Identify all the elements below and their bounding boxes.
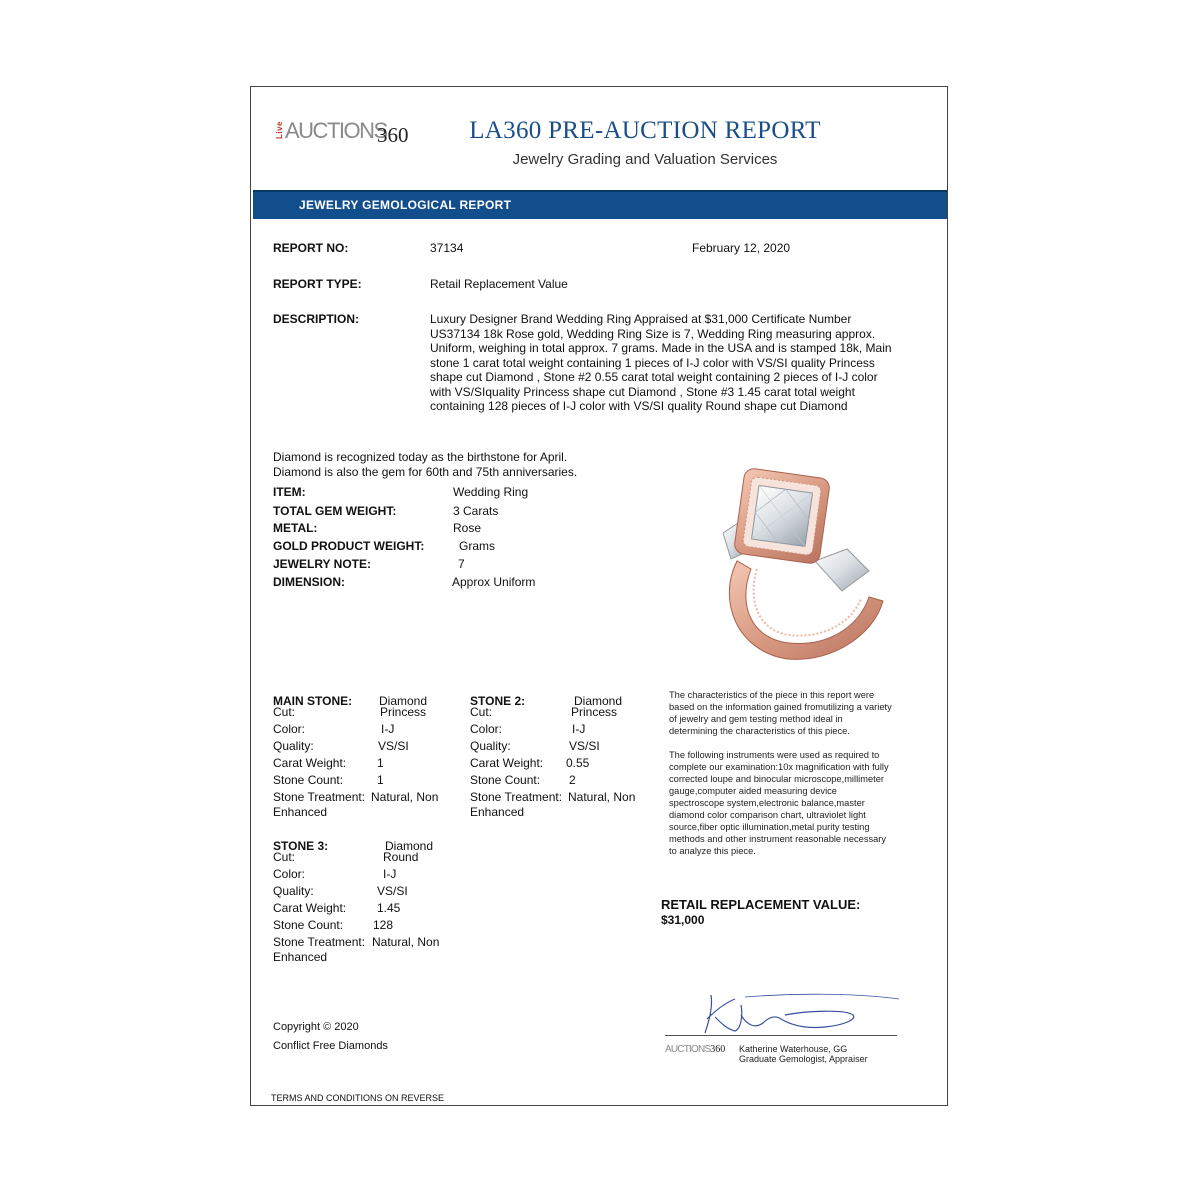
birthstone-line: Diamond is also the gem for 60th and 75th anniversaries. [273, 465, 578, 479]
note-line: spectroscope system,electronic balance,master [669, 798, 865, 808]
stone3-cut: Round [383, 850, 419, 864]
item-label: ITEM: [273, 485, 306, 499]
stone2-carat-label: Carat Weight: [470, 756, 544, 770]
stone3-cut-label: Cut: [273, 850, 296, 864]
stone2-treatment-label: Stone Treatment: [470, 790, 563, 804]
main-stone-color-label: Color: [273, 722, 306, 736]
stone2-count-label: Stone Count: [470, 773, 541, 787]
main-stone-type: Diamond [379, 694, 428, 708]
main-stone-count-label: Stone Count: [273, 773, 344, 787]
main-stone-treatment-2: Enhanced [273, 805, 328, 819]
note-line: determining the characteristics of this piece. [669, 726, 850, 736]
report-no-label: REPORT NO: [273, 241, 349, 255]
gold-weight-label: GOLD PRODUCT WEIGHT: [273, 539, 425, 553]
jewelry-note-label: JEWELRY NOTE: [273, 557, 372, 571]
report-type-label: REPORT TYPE: [273, 277, 362, 291]
signature-line [665, 1035, 897, 1036]
description-line: US37134 18k Rose gold, Wedding Ring Size is 7, Wedding Ring measuring approx. [430, 326, 876, 341]
signature-icon [685, 985, 905, 1041]
stone2-carat: 0.55 [566, 756, 590, 770]
dimension-label: DIMENSION: [273, 575, 345, 589]
description-line: shape cut Diamond , Stone #2 0.55 carat total weight containing 2 pieces of I-J color [430, 370, 878, 384]
main-stone-cut-label: Cut: [273, 705, 296, 719]
metal-value: Rose [453, 521, 482, 535]
ring-icon [697, 451, 907, 666]
main-stone-cut: Princess [380, 705, 427, 719]
stone2-treatment-2: Enhanced [470, 805, 525, 819]
note-line: The characteristics of the piece in this report were [669, 690, 875, 700]
gold-weight-value: Grams [459, 539, 495, 553]
retail-value-amount: $31,000 [661, 913, 705, 927]
sig-logo [665, 1039, 725, 1057]
section-band [253, 190, 947, 219]
retail-value-label: RETAIL REPLACEMENT VALUE: [661, 897, 861, 912]
jewelry-note-value: 7 [458, 557, 465, 571]
description-line: Luxury Designer Brand Wedding Ring Appraised at $31,000 Certificate Number [430, 312, 852, 326]
conflict-free-text: Conflict Free Diamonds [273, 1040, 388, 1052]
birthstone-text [273, 450, 577, 480]
section-band-label: JEWELRY GEMOLOGICAL REPORT [299, 198, 512, 212]
description-label: DESCRIPTION: [273, 312, 360, 326]
note-line: methods and other instrument reasonable necessary [669, 834, 887, 844]
description-text [430, 312, 900, 414]
sig-logo-auctions: AUCTIONS [665, 1044, 711, 1055]
stone2-cut-label: Cut: [470, 705, 493, 719]
birthstone-line: Diamond is recognized today as the birthstone for April. [273, 450, 568, 464]
logo-auctions-text: AUCTIONS [285, 118, 387, 143]
main-stone-color: I-J [381, 722, 395, 736]
stone2-quality: VS/SI [569, 739, 600, 753]
main-stone-carat-label: Carat Weight: [273, 756, 347, 770]
note-line: source,fiber optic illumination,metal purity testing [669, 822, 870, 832]
total-gem-weight-label: TOTAL GEM WEIGHT: [273, 504, 397, 518]
report-title: LA360 PRE-AUCTION REPORT [469, 117, 821, 144]
stone3-color-label: Color: [273, 867, 306, 881]
stone2-color-label: Color: [470, 722, 503, 736]
logo-360-text: 360 [377, 123, 409, 147]
terms-text: TERMS AND CONDITIONS ON REVERSE [271, 1093, 445, 1103]
main-stone-carat: 1 [377, 756, 384, 770]
stone2-count: 2 [569, 773, 576, 787]
appraiser-title: Graduate Gemologist, Appraiser [739, 1054, 868, 1064]
description-line: containing 128 pieces of I-J color with VS/SI quality Round shape cut Diamond [430, 399, 848, 413]
report-no-value: 37134 [430, 241, 464, 255]
stone3-treatment-label: Stone Treatment: [273, 935, 366, 949]
report-subtitle: Jewelry Grading and Valuation Services [512, 151, 778, 168]
sig-logo-360: 360 [710, 1044, 726, 1055]
stone3-count: 128 [373, 918, 394, 932]
ring-image [697, 451, 907, 666]
item-value: Wedding Ring [453, 485, 529, 499]
note-line: corrected loupe and binocular microscope,millimeter [669, 774, 884, 784]
main-stone-count: 1 [377, 773, 384, 787]
stone2-quality-label: Quality: [470, 739, 511, 753]
stone3-quality-label: Quality: [273, 884, 314, 898]
logo-live-text: Live [275, 121, 284, 140]
stone2-color: I-J [572, 722, 586, 736]
metal-label: METAL: [273, 521, 318, 535]
stone3-quality: VS/SI [377, 884, 408, 898]
note-line: of jewelry and gem testing method ideal in [669, 714, 843, 724]
copyright-text: Copyright © 2020 [273, 1021, 359, 1033]
dimension-value: Approx Uniform [452, 575, 536, 589]
main-stone-heading: MAIN STONE: [273, 694, 353, 708]
stone3-heading: STONE 3: [273, 839, 329, 853]
report-date: February 12, 2020 [692, 241, 791, 255]
stone2-cut: Princess [571, 705, 618, 719]
description-line: stone 1 carat total weight containing 1 pieces of I-J color with VS/SI quality Princess [430, 355, 875, 370]
note-line: The following instruments were used as required to [669, 750, 880, 760]
description-line: Uniform, weighing in total approx. 7 grams. Made in the USA and is stamped 18k, Main [430, 341, 892, 355]
stone3-carat-label: Carat Weight: [273, 901, 347, 915]
stone3-color: I-J [383, 867, 397, 881]
report-page [250, 86, 948, 1106]
stone3-treatment-2: Enhanced [273, 950, 328, 964]
description-line: with VS/SIquality Princess shape cut Diamond , Stone #3 1.45 carat total weight [430, 384, 855, 399]
total-gem-weight-value: 3 Carats [453, 504, 499, 518]
characteristics-note [669, 689, 917, 857]
stone3-count-label: Stone Count: [273, 918, 344, 932]
stone3-type: Diamond [385, 839, 434, 853]
stone2-heading: STONE 2: [470, 694, 526, 708]
main-stone-treatment: Natural, Non [371, 790, 439, 804]
note-line: complete our examination:10x magnification with fully [669, 762, 889, 772]
note-line: gauge,computer aided measuring device [669, 786, 837, 796]
report-type-value: Retail Replacement Value [430, 277, 568, 291]
main-stone-treatment-label: Stone Treatment: [273, 790, 366, 804]
stone3-treatment: Natural, Non [372, 935, 440, 949]
note-line: diamond color comparison chart, ultraviolet light [669, 810, 866, 820]
appraiser-name: Katherine Waterhouse, GG [739, 1044, 848, 1054]
stone3-carat: 1.45 [377, 901, 401, 915]
stone2-treatment: Natural, Non [568, 790, 636, 804]
main-stone-quality-label: Quality: [273, 739, 314, 753]
signature-block [665, 985, 905, 1067]
note-line: based on the information gained fromutilizing a variety [669, 702, 892, 712]
main-stone-quality: VS/SI [378, 739, 409, 753]
note-line: to analyze this piece. [669, 846, 756, 856]
appraiser-info [739, 1044, 868, 1064]
stone2-type: Diamond [574, 694, 623, 708]
